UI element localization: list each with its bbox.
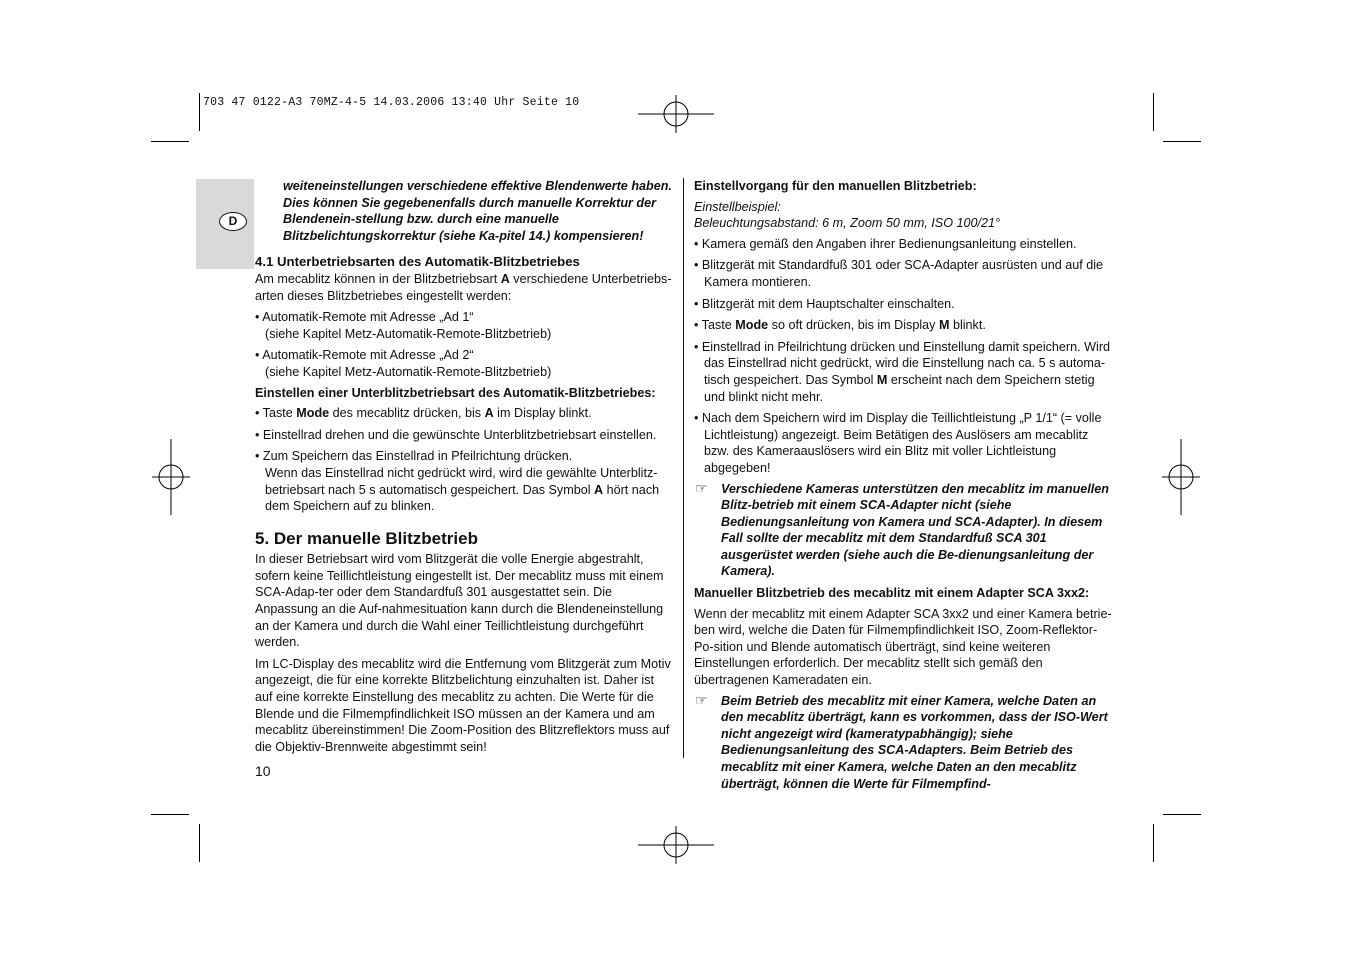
- intro-paragraph: weiteneinstellungen verschiedene effektive Blendenwerte haben. Dies können Sie gegebenenfalls durch manuelle Korrektur der Blendenein-stellung bzw. durch eine manuelle Blitzbelichtungskorrektur (siehe Ka-pitel 14.) kompensieren!: [283, 179, 672, 243]
- right-paragraph: Wenn der mecablitz mit einem Adapter SCA 3xx2 und einer Kamera betrie-ben wird, welche die Daten für Filmempfindlichkeit ISO, Zoom-Reflektor-Po-sition und Blende automatisch überträgt, sind keine weiteren Einstellungen erforderlich. Der mecablitz stellt sich gemäß den übertragenen Kameradaten ein.: [694, 606, 1112, 688]
- list-item: • Taste Mode des mecablitz drücken, bis A im Display blinkt.: [255, 406, 592, 421]
- list-item-note: (siehe Kapitel Metz-Automatik-Remote-Blitzbetrieb): [265, 326, 552, 341]
- language-tab: [196, 179, 254, 269]
- note-text: Verschiedene Kameras unterstützen den mecablitz im manuellen Blitz-betrieb mit einem SCA-Adapter nicht (siehe Bedienungsanleitung von Kamera und SCA-Adapter). In diesem Fall sollte der mecablitz mit dem Standardfuß SCA 301 ausgerüstet werden (siehe auch die Be-dienungsanleitung der Kamera).: [721, 481, 1109, 579]
- language-badge: D: [219, 212, 247, 231]
- list-item: • Einstellrad drehen und die gewünschte Unterblitzbetriebsart einstellen.: [255, 427, 657, 442]
- note-block: [694, 481, 1116, 581]
- section-4-1-heading: 4.1 Unterbetriebsarten des Automatik-Blitzbetriebes: [255, 254, 580, 270]
- section-4-1-paragraph: Am mecablitz können in der Blitzbetriebsart A verschiedene Unterbetriebs-arten dieses Blitzbetriebes eingestellt werden:: [255, 271, 672, 303]
- list-item: • Nach dem Speichern wird im Display die Teillichtleistung „P 1/1“ (= volle Lichtleistung) angezeigt. Beim Betätigen des Auslösers am mecablitz bzw. des Kameraauslösers wird ein Blitz mit voller Lichtleistung abgegeben!: [694, 411, 1102, 475]
- section-5-heading: 5. Der manuelle Blitzbetrieb: [255, 528, 478, 548]
- list-item: • Automatik-Remote mit Adresse „Ad 1“: [255, 310, 474, 325]
- section-5-paragraph-1: In dieser Betriebsart wird vom Blitzgerät die volle Energie abgestrahlt, sofern keine Teillichtleistung eingestellt ist. Der mecablitz muss mit einem SCA-Adap-ter oder dem Standardfuß 301 ausgestattet sein. Die Anpassung an die Auf-nahmesituation kann durch die Blendeneinstellung an der Kamera und durch die Wahl einer Teillichtleistung durchgeführt werden.: [255, 552, 664, 650]
- note-text: Beim Betrieb des mecablitz mit einer Kamera, welche Daten an den mecablitz überträgt, kann es vorkommen, dass der ISO-Wert nicht angezeigt wird (kameratypabhängig); siehe Bedienungsanleitung des SCA-Adapters. Beim Betrieb des mecablitz mit einer Kamera, welche Daten an den mecablitz überträgt, können die Werte für Filmempfind-: [721, 693, 1108, 791]
- pointing-hand-icon: ☞: [695, 479, 708, 496]
- list-item: • Blitzgerät mit dem Hauptschalter einschalten.: [694, 296, 955, 311]
- list-item-note: (siehe Kapitel Metz-Automatik-Remote-Blitzbetrieb): [265, 364, 552, 379]
- subsection-heading: Einstellen einer Unterblitzbetriebsart des Automatik-Blitzbetriebes:: [255, 385, 656, 400]
- list-item: • Zum Speichern das Einstellrad in Pfeilrichtung drücken.: [255, 449, 573, 464]
- column-divider: [683, 178, 684, 758]
- list-item: • Blitzgerät mit Standardfuß 301 oder SCA-Adapter ausrüsten und auf die Kamera montieren.: [694, 258, 1104, 289]
- page-number: 10: [255, 763, 271, 779]
- section-5-paragraph-2: Im LC-Display des mecablitz wird die Entfernung vom Blitzgerät zum Motiv angezeigt, die für eine korrekte Blitzbelichtung einzuhalten ist. Daher ist auf eine korrekte Einstellung des mecablitz zu achten. Die Werte für die Blende und die Filmempfindlichkeit ISO müssen an der Kamera und am mecablitz übereinstimmen! Die Zoom-Position des Blitzreflektors muss auf die Objektiv-Brennweite abgestimmt sein!: [255, 656, 671, 754]
- left-column: [255, 178, 673, 755]
- example-text: Beleuchtungsabstand: 6 m, Zoom 50 mm, ISO 100/21°: [694, 216, 1001, 231]
- list-item: • Taste Mode so oft drücken, bis im Display M blinkt.: [694, 318, 986, 333]
- note-block: [694, 693, 1116, 793]
- example-label: Einstellbeispiel:: [694, 199, 781, 214]
- right-heading-2: Manueller Blitzbetrieb des mecablitz mit einem Adapter SCA 3xx2:: [694, 586, 1090, 601]
- print-header: 703 47 0122-A3 70MZ-4-5 14.03.2006 13:40 Uhr Seite 10: [203, 96, 580, 109]
- right-heading-1: Einstellvorgang für den manuellen Blitzbetrieb:: [694, 179, 977, 193]
- list-item: • Einstellrad in Pfeilrichtung drücken und Einstellung damit speichern. Wird das Einstellrad nicht gedrückt, wird die Einstellung nach ca. 5 s automa-tisch gespeichert. Das Symbol M erscheint nach dem Speichern stetig und blinkt nicht mehr.: [694, 339, 1111, 404]
- list-item: • Automatik-Remote mit Adresse „Ad 2“: [255, 348, 474, 363]
- list-item: • Kamera gemäß den Angaben ihrer Bedienungsanleitung einstellen.: [694, 236, 1077, 251]
- pointing-hand-icon: ☞: [695, 691, 708, 708]
- right-column: [694, 178, 1116, 792]
- list-item-continuation: Wenn das Einstellrad nicht gedrückt wird, wird die gewählte Unterblitz-betriebsart nach 5 s automatisch gespeichert. Das Symbol A hört nach dem Speichern auf zu blinken.: [265, 465, 660, 514]
